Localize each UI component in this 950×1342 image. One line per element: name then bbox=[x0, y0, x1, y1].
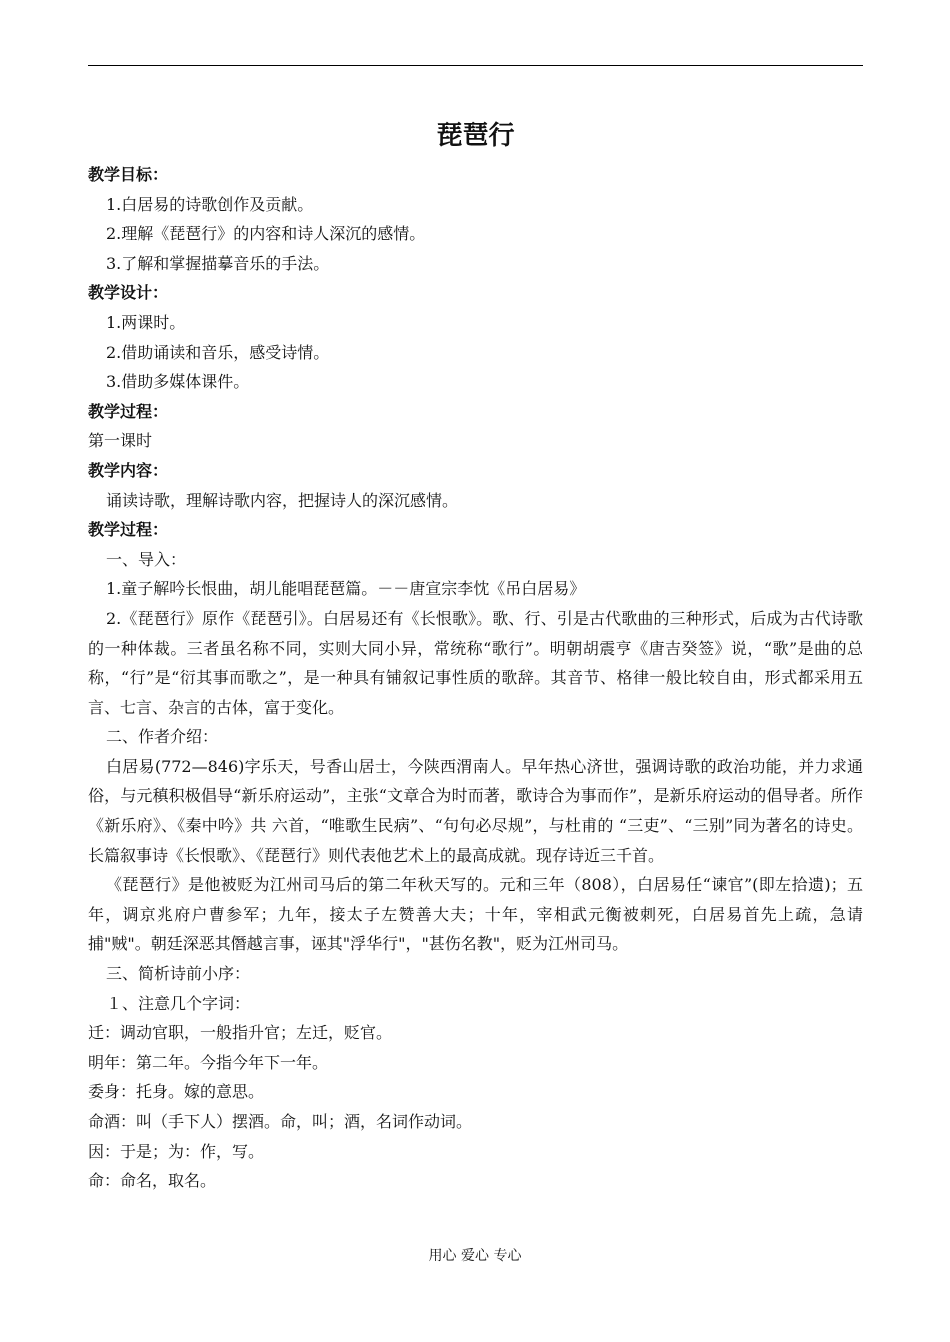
design-item: 1.两课时。 bbox=[106, 312, 186, 332]
objective-item: 3.了解和掌握描摹音乐的手法。 bbox=[106, 253, 330, 273]
subheading-words: １、注意几个字词： bbox=[106, 993, 251, 1013]
section-heading-author: 二、作者介绍： bbox=[106, 727, 219, 747]
objective-item: 2.理解《琵琶行》的内容和诗人深沉的感情。 bbox=[106, 224, 426, 244]
word-gloss: 委身：托身。嫁的意思。 bbox=[88, 1082, 265, 1102]
intro-paragraph-2: 2.《琵琶行》原作《琵琶引》。白居易还有《长恨歌》。歌、行、引是古代歌曲的三种形式，后成为古代诗歌的一种体裁。三者虽名称不同，实则大同小异，常统称“歌行”。明朝胡震亨《唐吉癸签》说，“歌”是曲的总称，“行”是“衍其事而歌之”，是一种具有铺叙记事性质的歌辞。其音节、格律一般比较自由，形式都采用五言、七言、杂言的古体，富于变化。 bbox=[88, 608, 863, 717]
section-heading-intro: 一、导入： bbox=[106, 549, 187, 569]
author-paragraph-2: 《琵琶行》是他被贬为江州司马后的第二年秋天写的。元和三年（808），白居易任“谏官”(即左拾遗)；五年，调京兆府户曹参军；九年，接太子左赞善大夫；十年，宰相武元衡被刺死，白居易首先上疏，急请捕"贼"。朝廷深恶其僭越言事，诬其"浮华行"，"甚伤名教"，贬为江州司马。 bbox=[88, 875, 863, 954]
header-rule bbox=[88, 65, 863, 66]
word-gloss: 明年：第二年。今指今年下一年。 bbox=[88, 1052, 329, 1072]
intro-paragraph-1: 1.童子解吟长恨曲，胡儿能唱琵琶篇。－－唐宣宗李忱《吊白居易》 bbox=[106, 579, 586, 599]
objectives-heading: 教学目标： bbox=[88, 165, 169, 184]
content-text: 诵读诗歌，理解诗歌内容，把握诗人的深沉感情。 bbox=[106, 490, 459, 510]
content-heading: 教学内容： bbox=[88, 460, 169, 480]
lesson-label: 第一课时 bbox=[88, 431, 153, 451]
word-gloss: 因：于是；为：作，写。 bbox=[88, 1141, 265, 1161]
design-heading: 教学设计： bbox=[88, 283, 169, 303]
design-item: 2.借助诵读和音乐，感受诗情。 bbox=[106, 342, 330, 362]
page-title: 琵琶行 bbox=[436, 121, 515, 151]
word-gloss: 命酒：叫（手下人）摆酒。命，叫；酒，名词作动词。 bbox=[88, 1112, 473, 1131]
word-gloss: 命：命名，取名。 bbox=[88, 1171, 217, 1191]
author-paragraph-1: 白居易(772—846)字乐天，号香山居士，今陕西渭南人。早年热心济世，强调诗歌的政治功能，并力求通俗，与元稹积极倡导“新乐府运动”，主张“文章合为时而著，歌诗合为事而作”，是新乐府运动的倡导者。所作《新乐府》、《秦中吟》共 六首，“唯歌生民病”、“句句必尽规”，与杜甫的 “三吏”、“三别”同为著名的诗史。长篇叙事诗《长恨歌》、《琵琶行》则代表他艺术上的最高成就。现存诗近三千首。 bbox=[88, 756, 863, 865]
word-gloss: 迁：调动官职，一般指升官；左迁，贬官。 bbox=[88, 1023, 393, 1043]
page-footer: 用心 爱心 专心 bbox=[428, 1248, 522, 1264]
design-item: 3.借助多媒体课件。 bbox=[106, 372, 250, 392]
document-body bbox=[88, 112, 863, 1196]
process-heading-2: 教学过程： bbox=[88, 520, 169, 540]
objective-item: 1.白居易的诗歌创作及贡献。 bbox=[106, 194, 314, 214]
section-heading-preface: 三、简析诗前小序： bbox=[106, 964, 251, 984]
process-heading: 教学过程： bbox=[88, 401, 169, 421]
